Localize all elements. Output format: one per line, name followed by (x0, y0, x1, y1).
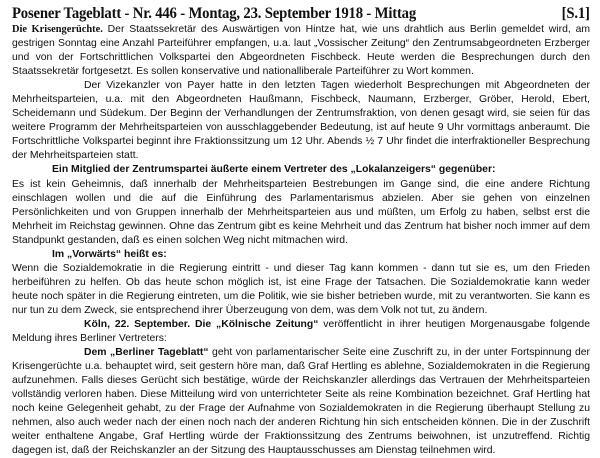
masthead (12, 5, 590, 23)
issue-number: Nr. 446 (132, 5, 177, 22)
separator: - (362, 5, 375, 22)
subheading-lokalanzeiger: Ein Mitglied der Zentrumspartei äußerte einem Vertreter des „Lokalanzeigers“ gegenüber: (52, 164, 496, 176)
dateline: Köln, 22. September. Die „Kölnische Zeitung“ (84, 318, 319, 330)
article-kicker: Die Krisengerüchte. (12, 24, 103, 35)
paper-name: Posener Tageblatt (12, 5, 122, 22)
paragraph-2: Der Vizekanzler von Payer hatte in den letzten Tagen wiederholt Besprechungen mit Abgeordneten der Mehrheitsparteien, u.a. mit den Abgeordneten Haußmann, Fischbeck, Naumann, Erzberger, Gröber, Herold, Ebert, Scheidemann und Südekum. Der Beginn der Verhandlungen der Zentrumsfraktion, von denen gesagt wird, sie seien für das weitere Programm der Mehrheitsparteien von ausschlaggebender Bedeutung, ist auf heute 9 Uhr vormittags anberaumt. Die Fortschrittliche Volkspartei beginnt ihre Fraktionssitzung um 12 Uhr. Abends ½ 7 Uhr findet die interfraktioneller Besprechung der Mehrheitsparteien statt. (12, 80, 590, 162)
paragraph-1 (12, 23, 590, 79)
paragraph-text: veröffentlicht in ihrer heutigen Morgenausgabe folgende Meldung ihres Berliner Vertreters: (12, 318, 590, 345)
edition: Mittag (374, 5, 417, 22)
subheading-vorwaerts: Im „Vorwärts“ heißt es: (52, 248, 167, 260)
page-number: [S.1] (561, 5, 590, 22)
paragraph-4: Wenn die Sozialdemokratie in die Regierung eintritt - und dieser Tag kann kommen - dann tut sie es, um den Frieden herbeiführen zu helfen. Ob das heute schon möglich ist, ist eine Frage der Tatsachen. Die Sozialdemokratie kann weder heute noch später in die Regierung eintreten, um die Politik, wie sie bisher betrieben wurde, mit zu verantworten. Sie kann es nur tun zu dem Zweck, sie entsprechend ihrer Überzeugung von dem, was dem Volk not tut, zu ändern. (12, 262, 590, 316)
paragraph-text: geht von parlamentarischer Seite eine Zuschrift zu, in der unter Fortspinnung der Krisengerüchte u.a. behauptet wird, seit gestern höre man, daß Graf Hertling es ablehne, Sozialdemokraten in die Regierung aufzunehmen. Falls dieses Gerücht sich bestätige, würde der Reichskanzler allerdings das Vertrauen der Mehrheitsparteien vollständig verloren haben. Diese Mitteilung wird von unterrichteter Seite als reine Kombination bezeichnet. Graf Hertling hat noch keine Gelegenheit gehabt, zu der Frage der Aufnahme von Sozialdemokraten in die Regierung überhaupt Stellung zu nehmen, also auch weder nach der einen noch nach der anderen Richtung hin sich entscheiden können. Die in der Zuschrift weiter enthaltene Angabe, Graf Hertling würde der Fraktionssitzung des Zentrums beiwohnen, ist unzutreffend. Richtig dagegen ist, daß der Reichskanzler an der Sitzung des Hauptausschusses am Dienstag teilnehmen wird. (12, 347, 590, 457)
source-name: Dem „Berliner Tageblatt“ (84, 347, 209, 359)
paragraph-5 (12, 318, 590, 346)
separator: - (176, 5, 189, 22)
paragraph-3: Es ist kein Geheimnis, daß innerhalb der Mehrheitsparteien Bestrebungen im Gange sind, die eine andere Richtung einschlagen wollen und die auf die Einführung des Parlamentarismus abzielen. Aber sie gehen von einzelnen Persönlichkeiten und von Gruppen innerhalb der Mehrheitsparteien aus und müßten, um Erfolg zu haben, selbst erst die Mehrheit im Reichstag gewinnen. Ohne das Zentrum gibt es keine Mehrheit und das Zentrum hat bisher noch immer auf dem Standpunkt gestanden, daß es einen solchen Weg nicht mitmachen wird. (12, 178, 590, 246)
article-body (12, 23, 590, 458)
paragraph-text: Der Staatssekretär des Auswärtigen von Hintze hat, wie uns drahtlich aus Berlin gemeldet wird, am gestrigen Sonntag eine Anzahl Parteiführer empfangen, u.a. laut „Vossischer Zeitung“ den Zentrumsabgeordneten Erzberger und von der Fortschrittlichen Volkspartei den Abgeordneten Fischbeck. Heute werden die Besprechungen durch den Staatssekretär fortgesetzt. Es sollen konservative und nationalliberale Parteiführer zu Wort kommen. (12, 24, 591, 78)
newspaper-page (12, 5, 590, 458)
masthead-left (12, 5, 416, 23)
issue-date: Montag, 23. September 1918 (188, 5, 363, 22)
separator: - (121, 5, 133, 22)
paragraph-6 (12, 346, 590, 458)
